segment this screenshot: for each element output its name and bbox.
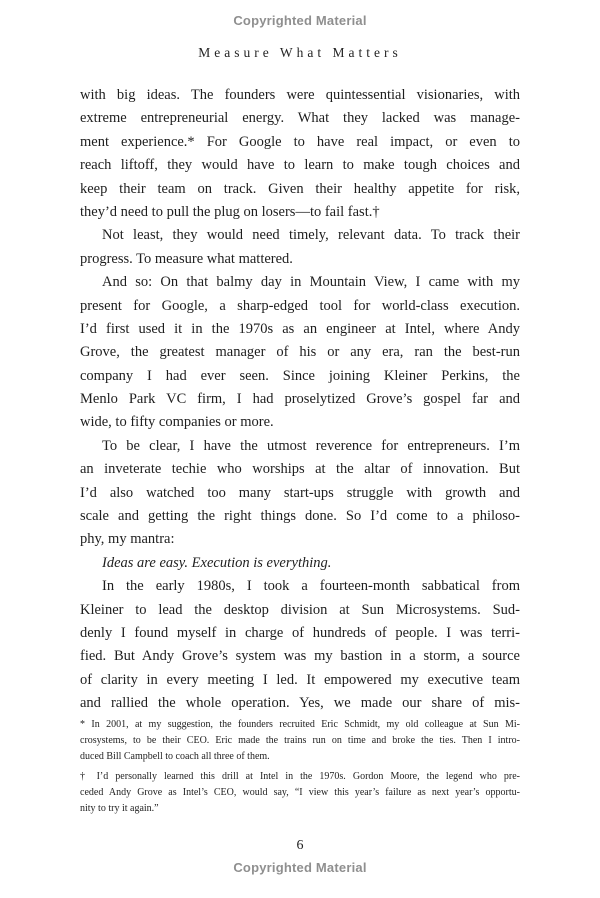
footnote <box>80 769 520 816</box>
body-line: Grove, the greatest manager of his or any era, ran the best-run <box>80 344 520 361</box>
body-line: wide, to fifty companies or more. <box>80 414 274 431</box>
footnote-line: ceded Andy Grove as Intel’s CEO, would say, “I view this year’s failure as next year’s opportu- <box>80 787 520 799</box>
body-line: scale and getting the right things done. So I’d come to a philoso- <box>80 508 520 525</box>
footnote-line: duced Bill Campbell to coach all three of them. <box>80 750 270 762</box>
page-number: 6 <box>296 838 304 853</box>
body-line: Kleiner to lead the desktop division at Sun Microsystems. Sud- <box>80 601 520 618</box>
body-line: progress. To measure what mattered. <box>80 250 293 267</box>
body-line: company I had ever seen. Since joining Kleiner Perkins, the <box>80 367 520 384</box>
body-line: reach liftoff, they would have to learn to make tough choices and <box>80 157 520 174</box>
footnote <box>80 717 520 764</box>
body-line: To be clear, I have the utmost reverence for entrepreneurs. I’m <box>102 437 520 454</box>
footnote-line: crosystems, to be their CEO. Eric made the trains run on time and broke the ties. Then I intro- <box>80 734 520 746</box>
body-line: they’d need to pull the plug on losers—to fail fast.† <box>80 203 380 220</box>
body-line: Not least, they would need timely, relevant data. To track their <box>102 227 520 244</box>
body-line: I’d also watched too many start-ups struggle with growth and <box>80 484 520 501</box>
body-line: present for Google, a sharp-edged tool for world-class execution. <box>80 297 520 314</box>
body-line: denly I found myself in charge of hundreds of people. I was terri- <box>80 624 520 641</box>
copyright-notice-bottom: Copyrighted Material <box>233 860 367 875</box>
body-line: ment experience.* For Google to have real impact, or even to <box>80 133 520 150</box>
body-text <box>80 84 520 716</box>
body-line: In the early 1980s, I took a fourteen-month sabbatical from <box>102 578 520 595</box>
footnote-line: † I’d personally learned this drill at Intel in the 1970s. Gordon Moore, the legend who pre- <box>80 771 520 783</box>
running-head: Measure What Matters <box>198 45 402 60</box>
body-line: And so: On that balmy day in Mountain View, I came with my <box>102 274 520 291</box>
body-line: of clarity in every meeting I led. It empowered my executive team <box>80 671 520 688</box>
body-line: Menlo Park VC firm, I had proselytized Grove’s gospel far and <box>80 391 520 408</box>
body-line: I’d first used it in the 1970s as an engineer at Intel, where Andy <box>80 320 520 337</box>
body-line: an inveterate techie who worships at the altar of innovation. But <box>80 461 520 478</box>
body-line: keep their team on track. Given their healthy appetite for risk, <box>80 180 520 197</box>
footnote-line: * In 2001, at my suggestion, the founders recruited Eric Schmidt, my old colleague at Sun Mi- <box>80 719 520 730</box>
body-line: extreme entrepreneurial energy. What they lacked was manage- <box>80 110 520 127</box>
body-line: Ideas are easy. Execution is everything. <box>102 554 332 571</box>
body-line: with big ideas. The founders were quintessential visionaries, with <box>80 87 520 103</box>
body-line: phy, my mantra: <box>80 531 175 548</box>
copyright-notice-top: Copyrighted Material <box>233 13 367 28</box>
body-line: and rallied the whole operation. Yes, we made our share of mis- <box>80 695 520 712</box>
footnotes <box>80 717 520 822</box>
footnote-line: nity to try it again.” <box>80 802 159 814</box>
body-line: fied. But Andy Grove’s system was my bastion in a storm, a source <box>80 648 520 665</box>
